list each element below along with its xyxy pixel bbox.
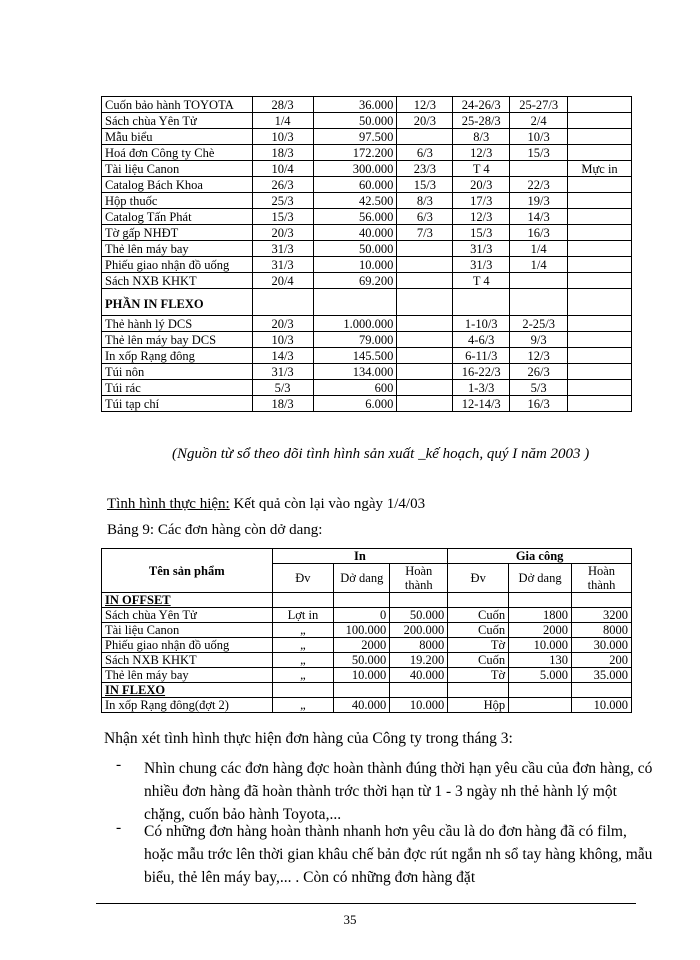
table-cell: 1/4 xyxy=(510,241,568,257)
table-cell: In xốp Rạng đông xyxy=(102,348,253,364)
table-cell: 2/4 xyxy=(510,113,568,129)
header-hoanthanh-in: Hoàn thành xyxy=(390,564,448,593)
table-cell: „ xyxy=(272,623,334,638)
table-cell: 1800 xyxy=(509,608,572,623)
table-cell xyxy=(568,113,632,129)
table-cell xyxy=(568,316,632,332)
table-cell: Sách chùa Yên Tử xyxy=(102,113,253,129)
table-cell: 17/3 xyxy=(453,193,510,209)
table-cell: 50.000 xyxy=(390,608,448,623)
table-cell xyxy=(568,257,632,273)
table-cell: 145.500 xyxy=(313,348,397,364)
source-note: (Nguồn từ sổ theo dõi tình hình sản xuất _kế hoạch, quý I năm 2003 ) xyxy=(172,446,590,462)
table-cell: 200 xyxy=(572,653,632,668)
table-cell: 6.000 xyxy=(313,396,397,412)
header-dodang-in: Dở dang xyxy=(334,564,390,593)
table-cell: Phiếu giao nhận đồ uống xyxy=(102,257,253,273)
table-cell: 10.000 xyxy=(509,638,572,653)
table-cell: 15/3 xyxy=(510,145,568,161)
table-row xyxy=(102,332,632,348)
table-cell xyxy=(568,396,632,412)
table-cell: 8/3 xyxy=(453,129,510,145)
table-row xyxy=(102,698,632,713)
table-row xyxy=(102,668,632,683)
table-cell: Catalog Bách Khoa xyxy=(102,177,253,193)
table-cell: 50.000 xyxy=(313,241,397,257)
table-cell xyxy=(568,241,632,257)
table-cell: 20/3 xyxy=(397,113,453,129)
table-cell: Tờ xyxy=(448,668,509,683)
table-cell: 19.200 xyxy=(390,653,448,668)
table-cell: 10.000 xyxy=(572,698,632,713)
table-cell xyxy=(272,683,334,698)
table-cell xyxy=(334,593,390,608)
table-cell: 5.000 xyxy=(509,668,572,683)
table-cell: 20/3 xyxy=(453,177,510,193)
table-cell: 2000 xyxy=(509,623,572,638)
table-cell: Sách NXB KHKT xyxy=(102,273,253,289)
table-cell: 7/3 xyxy=(397,225,453,241)
table-cell xyxy=(572,683,632,698)
table-cell: 15/3 xyxy=(397,177,453,193)
table-cell: „ xyxy=(272,698,334,713)
table-cell: 12/3 xyxy=(453,209,510,225)
table-cell: 42.500 xyxy=(313,193,397,209)
table-cell: 1/4 xyxy=(252,113,313,129)
table-cell: 60.000 xyxy=(313,177,397,193)
table-row xyxy=(102,316,632,332)
section-title: PHẦN IN FLEXO xyxy=(102,289,253,316)
table-cell: 40.000 xyxy=(313,225,397,241)
table-cell: Cuốn bảo hành TOYOTA xyxy=(102,97,253,113)
table-cell: 56.000 xyxy=(313,209,397,225)
table-cell xyxy=(510,289,568,316)
table-row xyxy=(102,145,632,161)
table-cell: 10.000 xyxy=(390,698,448,713)
table-cell: 6-11/3 xyxy=(453,348,510,364)
table-cell: 35.000 xyxy=(572,668,632,683)
section-row xyxy=(102,289,632,316)
table-cell xyxy=(397,257,453,273)
table-cell: Sách chùa Yên Tử xyxy=(102,608,273,623)
table-cell: 20/4 xyxy=(252,273,313,289)
table-row xyxy=(102,161,632,177)
table-cell xyxy=(568,364,632,380)
table-cell: 18/3 xyxy=(252,145,313,161)
status-line xyxy=(107,496,425,513)
table-cell xyxy=(568,97,632,113)
table-cell xyxy=(397,316,453,332)
production-schedule-body xyxy=(102,97,632,412)
table-cell xyxy=(568,289,632,316)
table-cell: 25/3 xyxy=(252,193,313,209)
table-cell xyxy=(397,364,453,380)
table-row xyxy=(102,348,632,364)
table-row xyxy=(102,653,632,668)
table-cell xyxy=(397,348,453,364)
table-cell: 40.000 xyxy=(334,698,390,713)
table-cell: 12/3 xyxy=(453,145,510,161)
table-cell xyxy=(448,683,509,698)
bullet-marker: - xyxy=(116,819,122,836)
table-cell: 28/3 xyxy=(252,97,313,113)
table-cell xyxy=(568,145,632,161)
table-cell xyxy=(509,698,572,713)
table-cell xyxy=(397,273,453,289)
header-group-in: In xyxy=(272,549,448,564)
table-cell: 9/3 xyxy=(510,332,568,348)
table-cell: T 4 xyxy=(453,161,510,177)
table-cell: 16/3 xyxy=(510,225,568,241)
table-cell: Sách NXB KHKT xyxy=(102,653,273,668)
table-cell: 25-28/3 xyxy=(453,113,510,129)
table-cell: 50.000 xyxy=(313,113,397,129)
table-cell: 10/3 xyxy=(510,129,568,145)
table-cell: Thẻ lên máy bay xyxy=(102,668,273,683)
table-cell xyxy=(510,273,568,289)
table-cell: 172.200 xyxy=(313,145,397,161)
table-cell xyxy=(509,683,572,698)
table-cell: 134.000 xyxy=(313,364,397,380)
page-number: 35 xyxy=(343,912,357,927)
table-cell: 6/3 xyxy=(397,209,453,225)
table-cell: T 4 xyxy=(453,273,510,289)
table-row xyxy=(102,273,632,289)
table-cell: 24-26/3 xyxy=(453,97,510,113)
table-cell: 40.000 xyxy=(390,668,448,683)
table-cell: 8/3 xyxy=(397,193,453,209)
table-cell xyxy=(390,593,448,608)
table-cell: Cuốn xyxy=(448,653,509,668)
unfinished-orders-table xyxy=(101,548,632,713)
table-cell: 25-27/3 xyxy=(510,97,568,113)
table-cell: Phiếu giao nhận đồ uống xyxy=(102,638,273,653)
table-cell xyxy=(397,332,453,348)
table-cell: 97.500 xyxy=(313,129,397,145)
table-cell: Mẫu biểu xyxy=(102,129,253,145)
remark-title: Nhận xét tình hình thực hiện đơn hàng của Công ty trong tháng 3: xyxy=(104,730,513,747)
table-cell xyxy=(568,193,632,209)
table-row xyxy=(102,257,632,273)
table-row xyxy=(102,97,632,113)
table-row xyxy=(102,241,632,257)
table-cell xyxy=(510,161,568,177)
table-cell: 100.000 xyxy=(334,623,390,638)
table-cell: 0 xyxy=(334,608,390,623)
table2-caption: Bảng 9: Các đơn hàng còn dở dang: xyxy=(107,522,323,538)
table-cell: 26/3 xyxy=(252,177,313,193)
table-cell: Túi nôn xyxy=(102,364,253,380)
table-cell xyxy=(272,593,334,608)
table-cell xyxy=(568,273,632,289)
table-row xyxy=(102,623,632,638)
table-cell: 31/3 xyxy=(453,241,510,257)
table-cell: 1-10/3 xyxy=(453,316,510,332)
table-cell: 20/3 xyxy=(252,316,313,332)
table-row xyxy=(102,225,632,241)
table-cell: 31/3 xyxy=(252,364,313,380)
table-row xyxy=(102,193,632,209)
table-cell: 31/3 xyxy=(453,257,510,273)
table-cell xyxy=(509,593,572,608)
table-cell: Hộp xyxy=(448,698,509,713)
section-row xyxy=(102,593,632,608)
table-cell: 26/3 xyxy=(510,364,568,380)
table-cell: 10/3 xyxy=(252,332,313,348)
table-row xyxy=(102,396,632,412)
table-cell: Tờ gấp NHĐT xyxy=(102,225,253,241)
table-row xyxy=(102,638,632,653)
table-cell: Hộp thuốc xyxy=(102,193,253,209)
table-cell: „ xyxy=(272,668,334,683)
table-cell xyxy=(397,380,453,396)
bullet-text: Có những đơn hàng hoàn thành nhanh hơn yêu cầu là do đơn hàng đã có film, hoặc mẫu trớc lên thời gian khâu chế bản đợc rút ngắn nh sổ tay hàng không, mẫu biểu, thẻ lên máy bay,... . Còn có những đơn hàng đặt xyxy=(144,823,653,886)
table-cell: 300.000 xyxy=(313,161,397,177)
table-cell: 10/4 xyxy=(252,161,313,177)
table-cell: 600 xyxy=(313,380,397,396)
status-text: Kết quả còn lại vào ngày 1/4/03 xyxy=(229,496,426,512)
table-cell: In xốp Rạng đông(đợt 2) xyxy=(102,698,273,713)
table-cell: 31/3 xyxy=(252,241,313,257)
table-cell: 30.000 xyxy=(572,638,632,653)
table-cell: 12/3 xyxy=(397,97,453,113)
table-row xyxy=(102,129,632,145)
table-cell xyxy=(568,129,632,145)
header-hoanthanh-gc: Hoàn thành xyxy=(572,564,632,593)
table-cell xyxy=(568,209,632,225)
status-label: Tình hình thực hiện: xyxy=(107,496,230,512)
table-cell: 2000 xyxy=(334,638,390,653)
table-cell: Thẻ lên máy bay xyxy=(102,241,253,257)
table-cell xyxy=(397,289,453,316)
table-cell: 12/3 xyxy=(510,348,568,364)
table-cell: 8000 xyxy=(390,638,448,653)
table-cell: Lợt in xyxy=(272,608,334,623)
bullet-marker: - xyxy=(116,756,122,773)
table-cell: 1/4 xyxy=(510,257,568,273)
table-cell: 2-25/3 xyxy=(510,316,568,332)
table-cell: 130 xyxy=(509,653,572,668)
footer-divider xyxy=(96,903,636,904)
table-cell: „ xyxy=(272,638,334,653)
table-cell xyxy=(453,289,510,316)
table-cell: Thẻ hành lý DCS xyxy=(102,316,253,332)
table-cell: 15/3 xyxy=(252,209,313,225)
table-cell: 19/3 xyxy=(510,193,568,209)
table-cell: 23/3 xyxy=(397,161,453,177)
table-cell: 36.000 xyxy=(313,97,397,113)
table-cell: 6/3 xyxy=(397,145,453,161)
table-cell: Cuốn xyxy=(448,608,509,623)
table-cell: 10/3 xyxy=(252,129,313,145)
table-cell: 1-3/3 xyxy=(453,380,510,396)
table-cell: Cuốn xyxy=(448,623,509,638)
table-cell xyxy=(568,332,632,348)
table-cell: Tờ xyxy=(448,638,509,653)
table-cell xyxy=(568,348,632,364)
header-product: Tên sản phẩm xyxy=(102,549,273,593)
table-cell: 16-22/3 xyxy=(453,364,510,380)
table-cell: 10.000 xyxy=(313,257,397,273)
table-cell: 20/3 xyxy=(252,225,313,241)
section-title: IN FLEXO xyxy=(102,683,273,698)
table-cell: „ xyxy=(272,653,334,668)
table-cell xyxy=(390,683,448,698)
table-cell: Catalog Tấn Phát xyxy=(102,209,253,225)
table-cell: Tài liệu Canon xyxy=(102,623,273,638)
table-cell: 200.000 xyxy=(390,623,448,638)
table-cell: 5/3 xyxy=(252,380,313,396)
table-cell xyxy=(572,593,632,608)
production-schedule-table xyxy=(101,96,632,412)
table-row xyxy=(102,177,632,193)
table-cell xyxy=(568,177,632,193)
header-dodang-gc: Dở dang xyxy=(509,564,572,593)
table-cell: Mực in xyxy=(568,161,632,177)
table-row xyxy=(102,380,632,396)
table-cell xyxy=(252,289,313,316)
table-cell: 5/3 xyxy=(510,380,568,396)
header-dv-gc: Đv xyxy=(448,564,509,593)
table-cell: 31/3 xyxy=(252,257,313,273)
table-cell: Túi rác xyxy=(102,380,253,396)
table-cell xyxy=(334,683,390,698)
table-cell xyxy=(397,129,453,145)
table-cell: 14/3 xyxy=(252,348,313,364)
table-row xyxy=(102,608,632,623)
table-cell: 50.000 xyxy=(334,653,390,668)
table-row xyxy=(102,209,632,225)
table-cell: 3200 xyxy=(572,608,632,623)
table-cell: 69.200 xyxy=(313,273,397,289)
table-cell: 1.000.000 xyxy=(313,316,397,332)
unfinished-orders-body xyxy=(102,593,632,713)
table-cell: 16/3 xyxy=(510,396,568,412)
table-cell xyxy=(313,289,397,316)
table-cell: Hoá đơn Công ty Chè xyxy=(102,145,253,161)
table-cell: Tài liệu Canon xyxy=(102,161,253,177)
bullet-text: Nhìn chung các đơn hàng đợc hoàn thành đúng thời hạn yêu cầu của đơn hàng, có nhiều đơn hàng đã hoàn thành trớc thời hạn từ 1 - 3 ngày nh thẻ hành lý một chặng, cuốn bảo hành Toyota,... xyxy=(144,760,653,823)
table-cell xyxy=(568,380,632,396)
table-cell: 18/3 xyxy=(252,396,313,412)
table-cell: Thẻ lên máy bay DCS xyxy=(102,332,253,348)
table-cell: 79.000 xyxy=(313,332,397,348)
table-cell: 8000 xyxy=(572,623,632,638)
table-cell: 10.000 xyxy=(334,668,390,683)
table-row xyxy=(102,364,632,380)
table-cell xyxy=(397,241,453,257)
section-row xyxy=(102,683,632,698)
header-group-giacong: Gia công xyxy=(448,549,632,564)
table-cell: Túi tạp chí xyxy=(102,396,253,412)
table-cell: 15/3 xyxy=(453,225,510,241)
table-cell: 12-14/3 xyxy=(453,396,510,412)
table-cell xyxy=(397,396,453,412)
table-cell: 4-6/3 xyxy=(453,332,510,348)
header-dv-in: Đv xyxy=(272,564,334,593)
table-cell xyxy=(568,225,632,241)
table-cell: 22/3 xyxy=(510,177,568,193)
table-row xyxy=(102,113,632,129)
section-title: IN OFFSET xyxy=(102,593,273,608)
table-cell: 14/3 xyxy=(510,209,568,225)
table-cell xyxy=(448,593,509,608)
